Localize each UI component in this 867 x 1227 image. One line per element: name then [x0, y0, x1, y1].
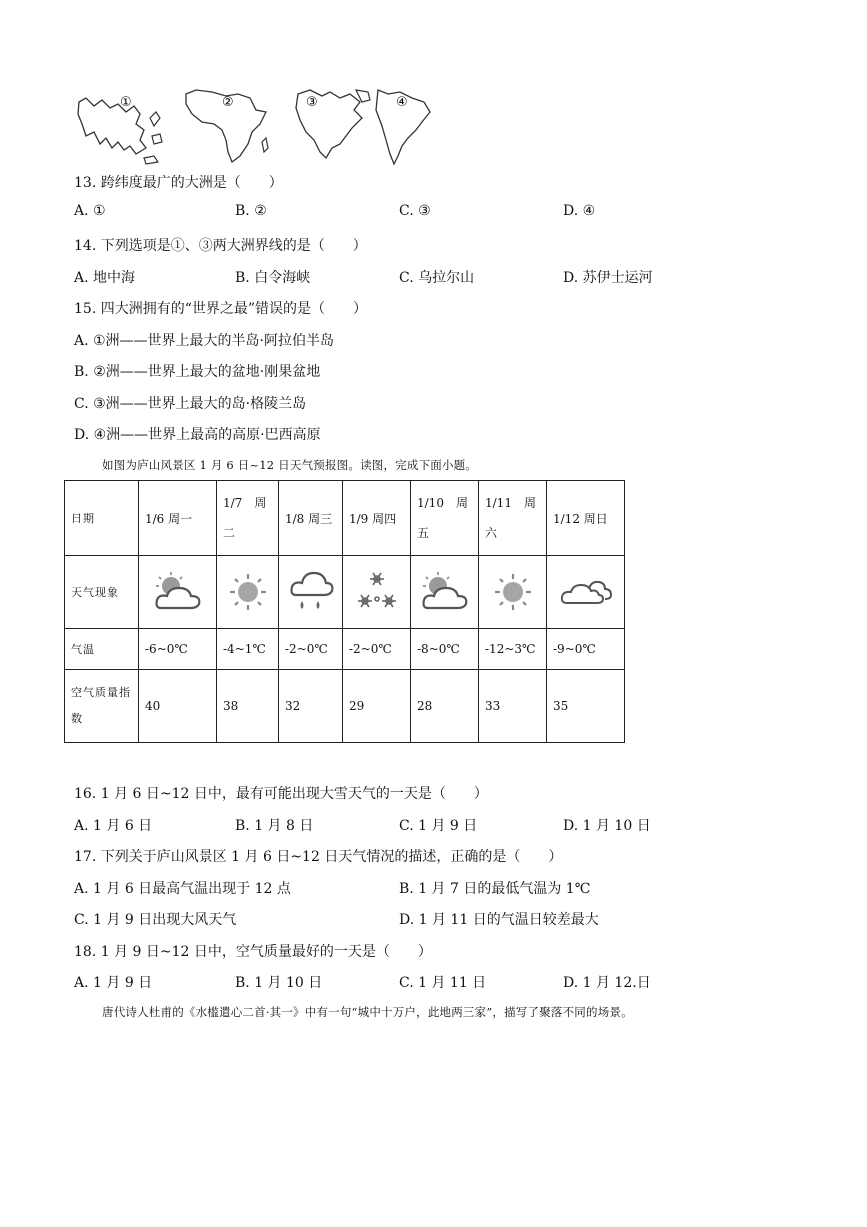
q18-option-b[interactable]: B. 1 月 10 日	[235, 975, 323, 991]
q18-option-d[interactable]: D. 1 月 12.日	[563, 975, 651, 991]
map-1-asia	[74, 88, 169, 166]
question-18-stem: 18. 1 月 9 日~12 日中，空气质量最好的一天是（ ）	[74, 944, 432, 960]
weather-forecast-table	[64, 480, 625, 743]
date-cell: 1/9 周四	[343, 481, 411, 556]
row-date	[65, 481, 625, 556]
date-cell: 1/7 周二	[217, 481, 279, 556]
row-air-quality	[65, 670, 625, 743]
q16-option-b[interactable]: B. 1 月 8 日	[235, 818, 314, 834]
q13-option-a[interactable]: A. ①	[74, 203, 106, 219]
q15-option-c[interactable]: C. ③洲——世界上最大的岛·格陵兰岛	[74, 396, 307, 412]
label-temperature: 气温	[65, 629, 139, 670]
temp-cell: -9~0℃	[547, 629, 625, 670]
temp-cell: -2~0℃	[279, 629, 343, 670]
aqi-cell: 40	[139, 670, 217, 743]
row-weather	[65, 556, 625, 629]
date-cell: 1/6 周一	[139, 481, 217, 556]
rain-icon	[288, 569, 334, 615]
label-air-quality: 空气质量指数	[65, 670, 139, 743]
q14-option-c[interactable]: C. 乌拉尔山	[399, 270, 475, 286]
weather-cell	[139, 556, 217, 629]
weather-cell	[547, 556, 625, 629]
map-label-4: ④	[396, 95, 408, 110]
map-label-3: ③	[306, 95, 318, 110]
temp-cell: -6~0℃	[139, 629, 217, 670]
weather-cell	[479, 556, 547, 629]
question-17-stem: 17. 下列关于庐山风景区 1 月 6 日~12 日天气情况的描述，正确的是（ ）	[74, 849, 563, 865]
q15-option-b[interactable]: B. ②洲——世界上最大的盆地·刚果盆地	[74, 364, 321, 380]
aqi-cell: 33	[479, 670, 547, 743]
poem-intro: 唐代诗人杜甫的《水槛遣心二首·其一》中有一句“城中十万户，此地两三家”，描写了聚落不同的场景。	[102, 1005, 633, 1019]
question-15-stem: 15. 四大洲拥有的“世界之最”错误的是（ ）	[74, 301, 368, 317]
q16-option-c[interactable]: C. 1 月 9 日	[399, 818, 478, 834]
partly-cloudy-icon	[151, 570, 205, 614]
aqi-cell: 32	[279, 670, 343, 743]
map-label-1: ①	[120, 95, 132, 110]
q15-option-a[interactable]: A. ①洲——世界上最大的半岛·阿拉伯半岛	[74, 333, 335, 349]
weather-cell	[343, 556, 411, 629]
temp-cell: -8~0℃	[411, 629, 479, 670]
q14-option-a[interactable]: A. 地中海	[74, 270, 136, 286]
weather-cell	[279, 556, 343, 629]
q15-option-d[interactable]: D. ④洲——世界上最高的高原·巴西高原	[74, 427, 321, 443]
sunny-icon	[228, 572, 268, 612]
date-cell: 1/12 周日	[547, 481, 625, 556]
row-temperature	[65, 629, 625, 670]
map-4-south-america	[372, 88, 439, 166]
map-2-africa	[182, 88, 277, 166]
q17-option-d[interactable]: D. 1 月 11 日的气温日较差最大	[399, 912, 599, 928]
temp-cell: -12~3℃	[479, 629, 547, 670]
q18-option-a[interactable]: A. 1 月 9 日	[74, 975, 153, 991]
map-label-2: ②	[222, 95, 234, 110]
q13-option-b[interactable]: B. ②	[235, 203, 267, 219]
continent-maps	[74, 88, 439, 166]
partly-cloudy-icon	[418, 570, 472, 614]
weather-cell	[411, 556, 479, 629]
aqi-cell: 28	[411, 670, 479, 743]
q14-option-b[interactable]: B. 白令海峡	[235, 270, 311, 286]
q17-option-a[interactable]: A. 1 月 6 日最高气温出现于 12 点	[74, 881, 291, 897]
date-cell: 1/8 周三	[279, 481, 343, 556]
question-13-stem: 13. 跨纬度最广的大洲是（ ）	[74, 175, 283, 191]
q17-option-c[interactable]: C. 1 月 9 日出现大风天气	[74, 912, 237, 928]
question-14-stem: 14. 下列选项是①、③两大洲界线的是（ ）	[74, 238, 367, 254]
sunny-icon	[493, 572, 533, 612]
cloudy-icon	[559, 577, 613, 607]
date-cell: 1/10 周五	[411, 481, 479, 556]
aqi-cell: 29	[343, 670, 411, 743]
temp-cell: -2~0℃	[343, 629, 411, 670]
weather-cell	[217, 556, 279, 629]
aqi-cell: 38	[217, 670, 279, 743]
q13-option-d[interactable]: D. ④	[563, 203, 596, 219]
label-weather: 天气现象	[65, 556, 139, 629]
temp-cell: -4~1℃	[217, 629, 279, 670]
question-16-stem: 16. 1 月 6 日~12 日中，最有可能出现大雪天气的一天是（ ）	[74, 786, 488, 802]
aqi-cell: 35	[547, 670, 625, 743]
q18-option-c[interactable]: C. 1 月 11 日	[399, 975, 487, 991]
q16-option-a[interactable]: A. 1 月 6 日	[74, 818, 153, 834]
q14-option-d[interactable]: D. 苏伊士运河	[563, 270, 653, 286]
date-cell: 1/11 周六	[479, 481, 547, 556]
label-date: 日期	[65, 481, 139, 556]
q17-option-b[interactable]: B. 1 月 7 日的最低气温为 1℃	[399, 881, 591, 897]
q13-option-c[interactable]: C. ③	[399, 203, 431, 219]
map-3-north-america	[292, 88, 374, 166]
heavy-snow-icon	[353, 569, 401, 615]
q16-option-d[interactable]: D. 1 月 10 日	[563, 818, 651, 834]
weather-intro: 如图为庐山风景区 1 月 6 日~12 日天气预报图。读图，完成下面小题。	[102, 458, 478, 472]
